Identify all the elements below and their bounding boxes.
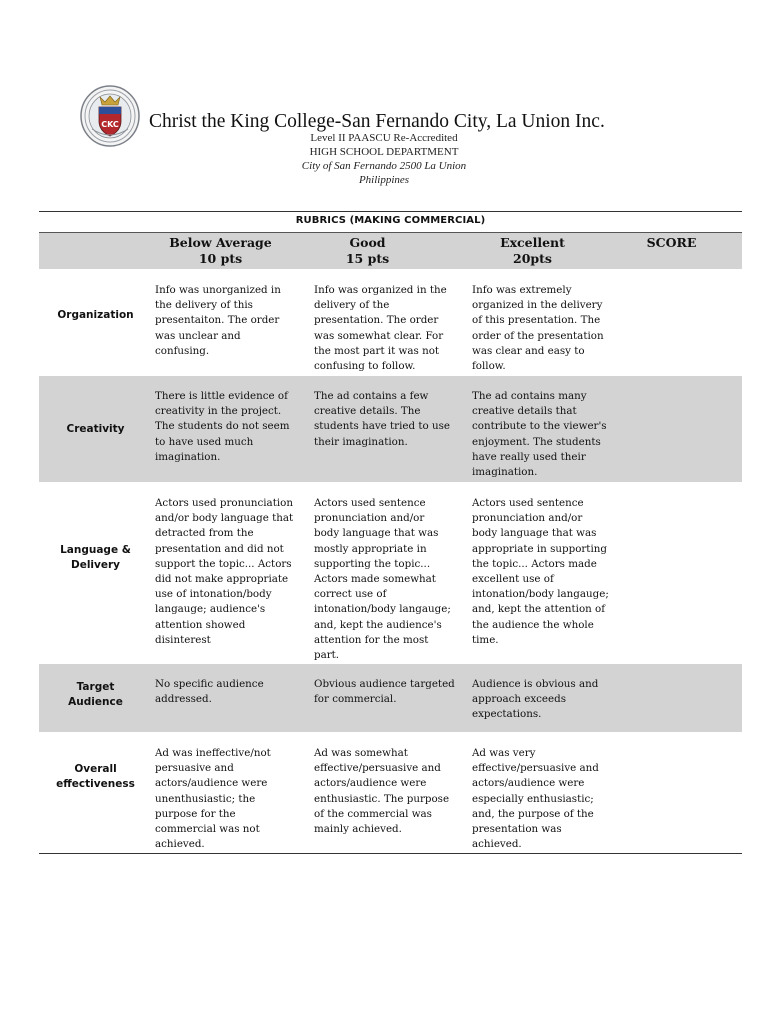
header-score xyxy=(631,233,742,269)
good-description: Actors used sentence pronunciation and/or body language that was mostly appropriate in supporting the topic... Actors made somewhat correct use of intonation/body langauge; and, kept the audience's attention for the most part. xyxy=(314,497,451,662)
score-cell xyxy=(631,269,742,376)
rubric-row-overall-effectiveness xyxy=(39,732,742,853)
score-cell xyxy=(631,732,742,853)
svg-text:CKC: CKC xyxy=(101,120,119,129)
excellent-description: The ad contains many creative details that contribute to the viewer's enjoyment. The students have really used their imagination. xyxy=(472,390,607,479)
address-line: City of San Fernando 2500 La Union xyxy=(301,160,467,172)
below-average-description: Info was unorganized in the delivery of this presentaiton. The order was unclear and confusing. xyxy=(155,284,281,357)
header-good xyxy=(311,233,469,269)
rubric-header-row xyxy=(39,232,742,269)
header-points: 10 pts xyxy=(198,251,243,266)
country-line: Philippines xyxy=(358,174,410,186)
document-header xyxy=(0,0,768,200)
header-excellent xyxy=(469,233,631,269)
header-label: Good xyxy=(349,235,386,250)
score-cell xyxy=(631,664,742,732)
header-points: 15 pts xyxy=(345,251,390,266)
good-description: The ad contains a few creative details. The students have tried to use their imagination. xyxy=(314,390,450,448)
accreditation-line: Level II PAASCU Re-Accredited xyxy=(310,132,458,144)
excellent-description: Ad was very effective/persuasive and actors/audience were especially enthusiastic; and, the purpose of the presentation was achieved. xyxy=(472,747,599,851)
rubric-row-organization xyxy=(39,269,742,376)
criterion-label: Language & Delivery xyxy=(60,544,131,571)
below-average-description: No specific audience addressed. xyxy=(155,678,264,706)
department-line: HIGH SCHOOL DEPARTMENT xyxy=(309,146,459,158)
score-cell xyxy=(631,376,742,482)
criterion-label: Organization xyxy=(57,309,134,321)
header-label: SCORE xyxy=(646,235,697,250)
below-average-description: There is little evidence of creativity in the project. The students do not seem to have used much imagination. xyxy=(155,390,290,463)
criterion-label: Overall effectiveness xyxy=(56,762,135,790)
good-description: Info was organized in the delivery of the presentation. The order was somewhat clear. For the most part it was not confusing to follow. xyxy=(314,284,447,373)
good-description: Obvious audience targeted for commercial. xyxy=(314,678,455,706)
rubric-title: RUBRICS (MAKING COMMERCIAL) xyxy=(295,215,486,226)
excellent-description: Audience is obvious and approach exceeds expectations. xyxy=(472,678,599,721)
rubric-row-target-audience xyxy=(39,664,742,732)
below-average-description: Actors used pronunciation and/or body language that detracted from the presentation and did not support the topic... Actors did not make appropriate use of intonation/body langauge; audience's attention showed disinterest xyxy=(155,497,294,646)
header-below-average xyxy=(152,233,311,269)
header-criterion-cell xyxy=(39,233,152,269)
score-cell xyxy=(631,482,742,664)
good-description: Ad was somewhat effective/persuasive and actors/audience were enthusiastic. The purpose of the commercial was mainly achieved. xyxy=(314,747,450,836)
header-label: Excellent xyxy=(500,235,565,250)
rubric-row-creativity xyxy=(39,376,742,482)
rubric-table xyxy=(39,211,742,854)
rubric-row-language-delivery xyxy=(39,482,742,664)
header-label: Below Average xyxy=(169,235,272,250)
excellent-description: Info was extremely organized in the delivery of this presentation. The order of the presentation was clear and easy to follow. xyxy=(472,284,604,373)
college-name: Christ the King College-San Fernando City, La Union Inc. xyxy=(149,111,605,132)
criterion-label: Creativity xyxy=(66,422,125,435)
header-points: 20pts xyxy=(513,251,552,266)
excellent-description: Actors used sentence pronunciation and/or body language that was appropriate in supporting the topic... Actors made excellent use of intonation/body langauge; and, kept the attention of the audience the whole time. xyxy=(472,497,609,646)
criterion-label: Target Audience xyxy=(68,681,123,708)
below-average-description: Ad was ineffective/not persuasive and actors/audience were unenthusiastic; the purpose for the commercial was not achieved. xyxy=(155,747,271,851)
